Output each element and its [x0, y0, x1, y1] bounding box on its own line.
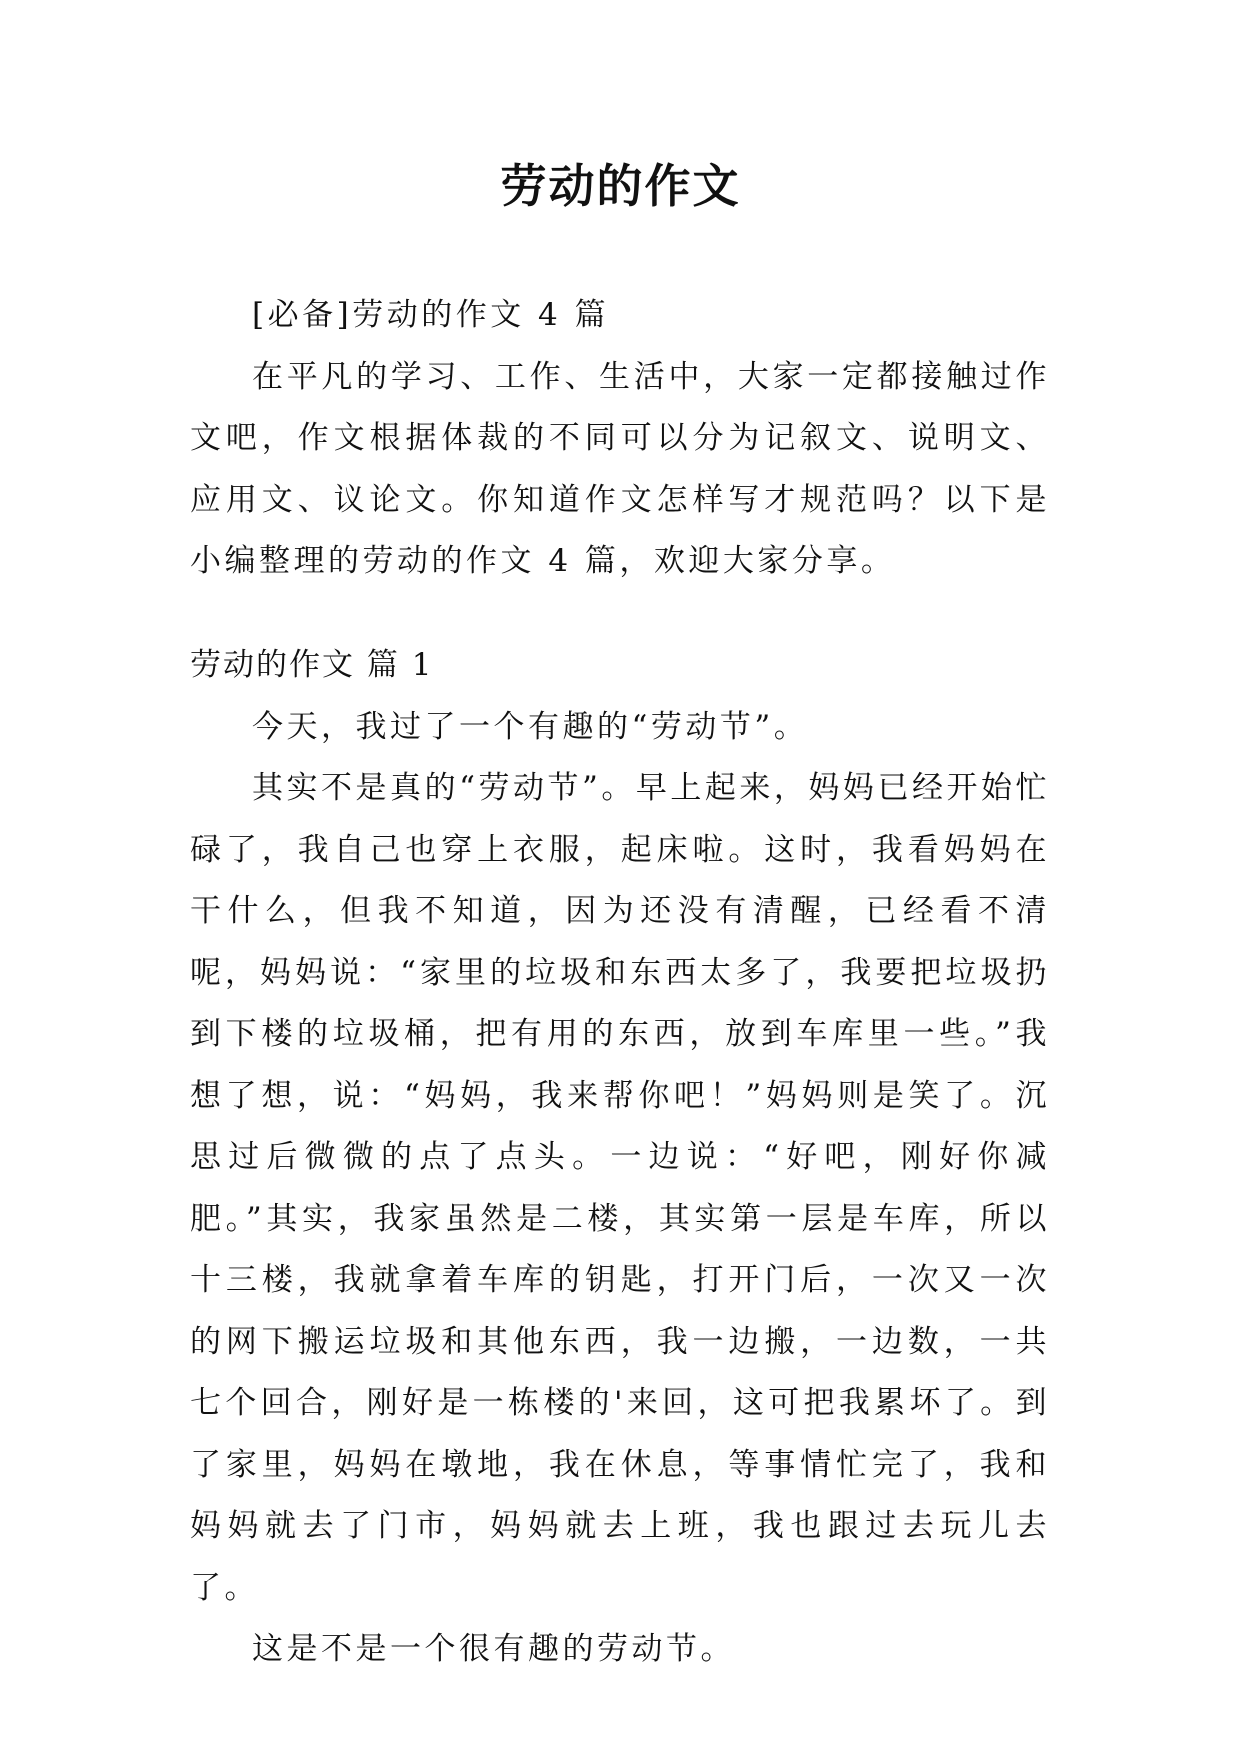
essay-1-heading: 劳动的作文 篇 1	[190, 647, 434, 683]
intro-paragraph: 在平凡的学习、工作、生活中，大家一定都接触过作文吧，作文根据体裁的不同可以分为记叙文、说明文、应用文、议论文。你知道作文怎样写才规范吗？以下是小编整理的劳动的作文 4 篇，欢迎大家分享。	[190, 358, 1050, 579]
essay-1-paragraph-3: 这是不是一个很有趣的劳动节。	[252, 1631, 735, 1667]
essay-1-section	[190, 635, 1050, 1681]
intro-subtitle: [必备]劳动的作文 4 篇	[252, 297, 610, 333]
essay-1-paragraph-1: 今天，我过了一个有趣的“劳动节”。	[252, 708, 809, 745]
intro-section	[190, 285, 1050, 593]
essay-1-paragraph-2: 其实不是真的“劳动节”。早上起来，妈妈已经开始忙碌了，我自己也穿上衣服，起床啦。这时，我看妈妈在干什么，但我不知道，因为还没有清醒，已经看不清呢，妈妈说：“家里的垃圾和东西太多了，我要把垃圾扔到下楼的垃圾桶，把有用的东西，放到车库里一些。”我想了想，说：“妈妈，我来帮你吧！”妈妈则是笑了。沉思过后微微的点了点头。一边说：“好吧，刚好你减肥。”其实，我家虽然是二楼，其实第一层是车库，所以十三楼，我就拿着车库的钥匙，打开门后，一次又一次的网下搬运垃圾和其他东西，我一边搬，一边数，一共七个回合，刚好是一栋楼的'来回，这可把我累坏了。到了家里，妈妈在墩地，我在休息，等事情忙完了，我和妈妈就去了门市，妈妈就去上班，我也跟过去玩儿去了。	[190, 770, 1050, 1606]
document-title: 劳动的作文	[500, 159, 741, 213]
